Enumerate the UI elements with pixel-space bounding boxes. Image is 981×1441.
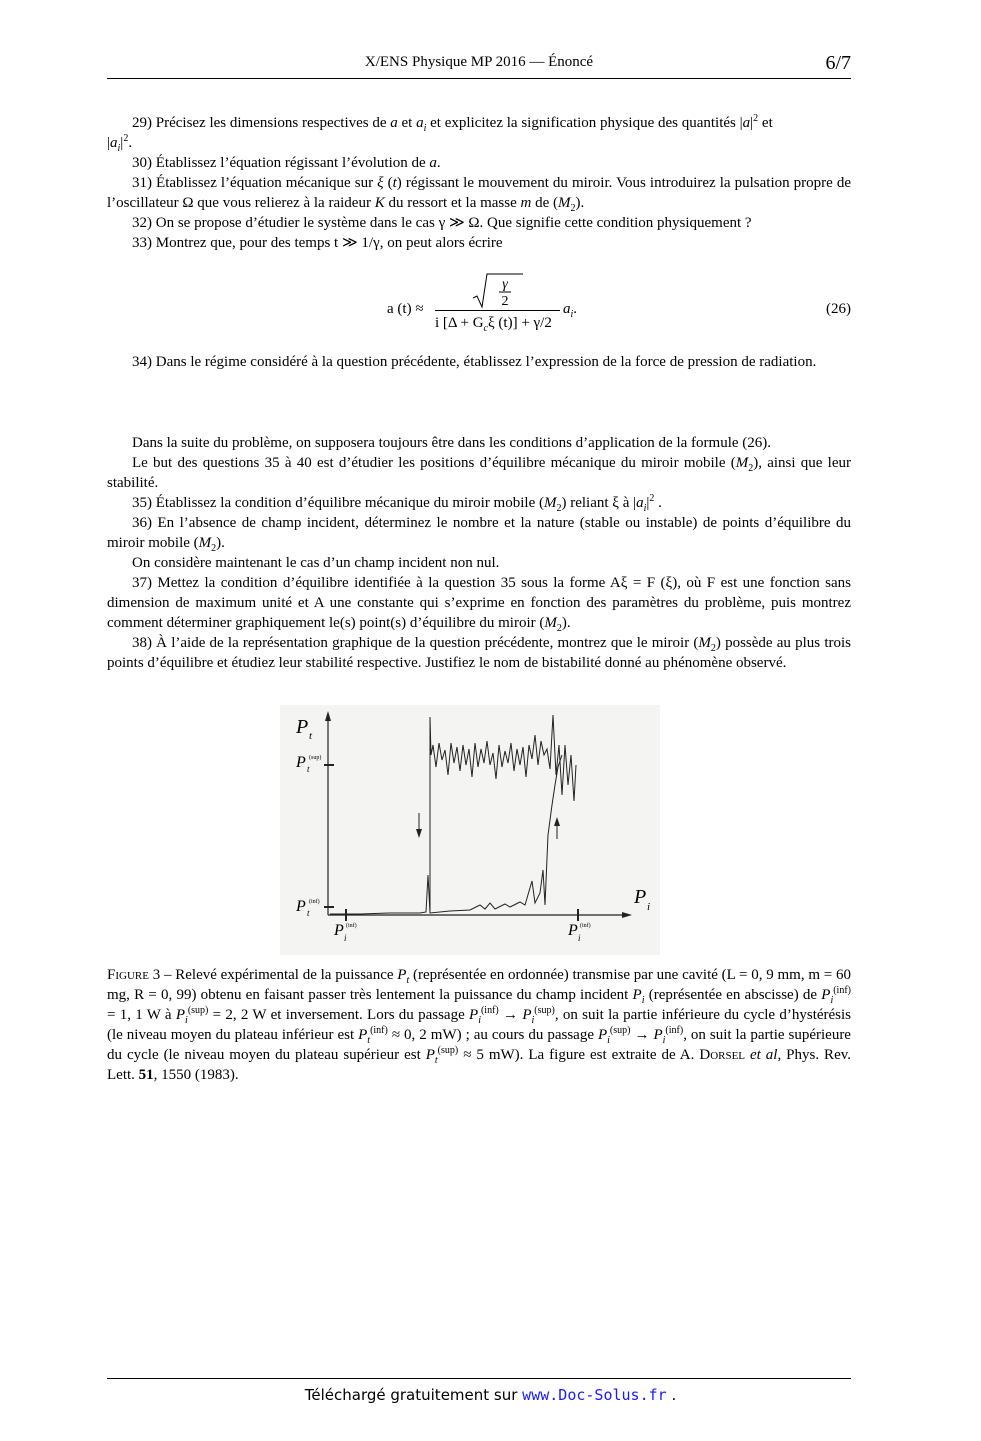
question-31: 31) Établissez l’équation mécanique sur ξ (t) régissant le mouvement du miroir. Vous introduirez la pulsation propre de l’oscillateur Ω que vous relierez à la raideur K du ressort et la masse m de $(M_2)$. [107, 175, 852, 214]
y-tick-inf-t: t [307, 908, 310, 918]
y-axis-label: P [296, 716, 309, 738]
x-axis-label-sub: i [647, 901, 651, 913]
x-tick-sup-p: P [568, 922, 578, 939]
question-36: 36) En l’absence de champ incident, déterminez le nombre et la nature (stable ou instable) de points d’équilibre du miroir mobile $(M_2)$. [107, 515, 851, 554]
nonzero-field-paragraph: On considère maintenant le cas d’un champ incident non nul. [132, 555, 500, 571]
figure-caption: Figure 3 – Relevé expérimental de la puissance $P_t$ (représentée en ordonnée) transmise par une cavité (L = 0, 9 mm, m = 60 mg, R = 0, 99) obtenu en faisant passer très lentement la puissance du champ incident $P_i$ (représentée en abscisse) de $P_i^{(inf)} = 1$, 1 W à $P_i^{(sup)} = 2$, 2 W et inversement. Lors du passage $P_i^{(inf)} \to P_i^{(sup)}$, on suit la partie inférieure du cycle d’hystérésis (le niveau moyen du plateau inférieur est $P_t^{(inf)} \approx 0$, 2 mW) ; au cours du passage $P_i^{(sup)} \to P_i^{(inf)}$, on suit la partie supérieure du cycle (le niveau moyen du plateau supérieur est $P_t^{(sup)} \approx 5$ mW). La figure est extraite de A. Dorsel et al, Phys. Rev. Lett. 51, 1550 (1983). [107, 967, 852, 1083]
header-rule [107, 78, 851, 79]
x-tick-inf-p: P [334, 922, 344, 939]
y-tick-sup-p: P [296, 754, 306, 771]
header-title: X/ENS Physique MP 2016 — Énoncé [364, 54, 594, 70]
question-32: 32) On se propose d’étudier le système dans le cas γ ≫ Ω. Que signifie cette condition physiquement ? [132, 215, 752, 231]
x-tick-sup-i: i [578, 933, 581, 943]
equation-denominator: i [$\Delta + G_c\xi$ (t)] + γ/2 [435, 315, 552, 334]
hysteresis-plot [280, 705, 660, 955]
caption-label: Figure 3 [107, 967, 161, 983]
y-tick-inf-label: (inf) [309, 899, 320, 905]
equation-fraction [435, 270, 560, 332]
equation-rhs: $a_i$. [563, 301, 578, 320]
footer-text: Téléchargé gratuitement sur [304, 1386, 523, 1404]
question-34: 34) Dans le régime considéré à la question précédente, établissez l’expression de la force de pression de radiation. [132, 354, 817, 370]
y-tick-inf-p: P [296, 898, 306, 915]
goal-paragraph: Le but des questions 35 à 40 est d’étudier les positions d’équilibre mécanique du miroir mobile $(M_2)$, ainsi que leur stabilité. [107, 455, 851, 491]
questions-29-33 [107, 113, 851, 253]
x-tick-inf-i: i [344, 933, 347, 943]
page-footer: Téléchargé gratuitement sur www.Doc-Solus.fr . [304, 1386, 677, 1404]
equation-numerator [435, 270, 560, 308]
equation-26 [107, 268, 851, 348]
x-tick-inf-label: (inf) [346, 923, 357, 929]
equation-lhs: a (t) ≈ [387, 301, 424, 317]
page-number: 6/7 [825, 52, 851, 74]
questions-35-38 [107, 433, 851, 673]
equation-number: (26) [826, 301, 851, 317]
footer-rule [107, 1378, 851, 1379]
x-tick-sup-label: (inf) [580, 923, 591, 929]
page-header [107, 52, 851, 78]
sqrt-sign [435, 270, 560, 310]
doc-solus-link[interactable]: www.Doc-Solus.fr [522, 1386, 667, 1404]
question-30: 30) Établissez l’équation régissant l’évolution de a. [132, 155, 441, 171]
intro-paragraph: Dans la suite du problème, on supposera toujours être dans les conditions d’application de la formule (26). [132, 435, 772, 451]
svg-text:2: 2 [501, 294, 509, 309]
x-axis-label: P [634, 886, 647, 908]
y-tick-sup-label: (sup) [309, 755, 322, 761]
figure-3 [280, 705, 660, 955]
svg-text:γ: γ [502, 277, 508, 292]
question-29: 29) Précisez les dimensions respectives de a et $a_i$ et explicitez la signification physique des quantités $|a|^2$ et $|a_i|^2$. [107, 113, 773, 154]
question-38: 38) À l’aide de la représentation graphique de la question précédente, montrez que le miroir $(M_2)$ possède au plus trois points d’équilibre et étudiez leur stabilité respective. Justifiez le nom de bistabilité donné au phénomène observé. [107, 635, 851, 671]
y-tick-sup-t: t [307, 764, 310, 774]
question-35: 35) Établissez la condition d’équilibre mécanique du miroir mobile $(M_2)$ reliant ξ à $|a_i|^2$ . [132, 493, 662, 514]
y-axis-label-sub: t [309, 730, 313, 742]
question-34-block [107, 352, 851, 372]
question-37: 37) Mettez la condition d’équilibre identifiée à la question 35 sous la forme Aξ = F (ξ), où F est une fonction sans dimension de maximum unité et A une constante qui s’exprime en fonction des paramètres du problème, puis montrez comment déterminer graphiquement le(s) point(s) d’équilibre du miroir $(M_2)$. [107, 575, 851, 634]
fraction-bar [435, 310, 560, 311]
question-33: 33) Montrez que, pour des temps t ≫ 1/γ, on peut alors écrire [132, 235, 503, 251]
